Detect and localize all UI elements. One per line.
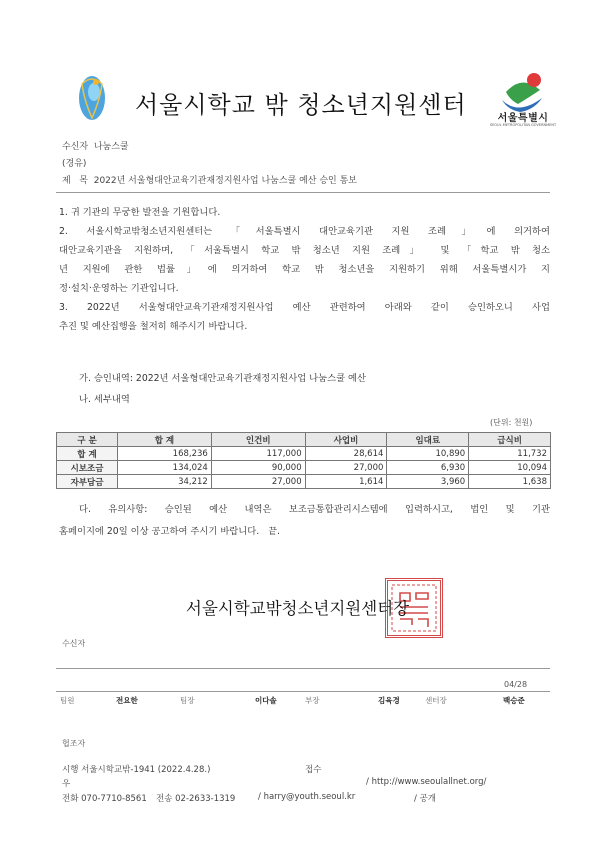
subject-label: 제 목 — [62, 176, 88, 186]
approval-role: 팀장 — [180, 696, 195, 705]
table-cell: 27,000 — [211, 475, 305, 489]
subject-value: 2022년 서울형대안교육기관재정지원사업 나눔스쿨 예산 승인 통보 — [93, 176, 357, 186]
table-cell: 11,732 — [469, 447, 551, 461]
subject-row — [62, 173, 357, 186]
approval-top-divider — [56, 668, 550, 669]
phone-number: 전화 070-7710-8561 — [62, 794, 147, 804]
table-cell: 168,236 — [118, 447, 212, 461]
table-cell: 28,614 — [305, 447, 387, 461]
paragraph-2-line-4: 정·설치·운영하는 기관입니다. — [59, 283, 179, 294]
table-header-cell: 사업비 — [305, 433, 387, 447]
row-label: 시보조금 — [57, 461, 118, 475]
seoul-logo-subtext: SEOUL METROPOLITAN GOVERNMENT — [489, 123, 557, 127]
paragraph-2-line-3: 년 지원에 관한 법률」에 의거하여 학교 밖 청소년을 지원하기 위해 서울특별시가 지 — [59, 264, 550, 275]
table-cell: 10,890 — [387, 447, 469, 461]
table-cell: 3,960 — [387, 475, 469, 489]
table-header-cell: 구 분 — [57, 433, 118, 447]
table-cell: 34,212 — [118, 475, 212, 489]
table-header-cell: 임대료 — [387, 433, 469, 447]
budget-table — [56, 432, 551, 489]
center-logo-icon — [72, 70, 112, 126]
unit-label: (단위: 천원) — [490, 418, 533, 427]
table-cell: 1,638 — [469, 475, 551, 489]
paragraph-2-line-2: 대안교육기관을 지원하며, 「서울특별시 학교 밖 청소년 지원 조례」 및 「학교 밖 청소 — [59, 245, 550, 256]
recipient-value: 나눔스쿨 — [93, 142, 129, 152]
paragraph-3-line-1: 3. 2022년 서울형대안교육기관재정지원사업 예산 관련하여 아래와 같이 승인하오니 사업 — [59, 302, 550, 313]
table-row — [57, 475, 551, 489]
recipient-label: 수신자 — [62, 142, 89, 152]
table-cell: 10,094 — [469, 461, 551, 475]
table-header-cell: 급식비 — [469, 433, 551, 447]
table-row — [57, 447, 551, 461]
item-ga: 가. 승인내역: 2022년 서울형대안교육기관재정지원사업 나눔스쿨 예산 — [79, 373, 367, 384]
enforcement-number: 시행 서울시학교밖-1941 (2022.4.28.) — [62, 765, 211, 775]
table-row — [57, 461, 551, 475]
table-cell: 27,000 — [305, 461, 387, 475]
approval-role: 센터장 — [425, 696, 447, 705]
table-cell: 6,930 — [387, 461, 469, 475]
note-block — [56, 500, 550, 544]
postal-label: 우 — [62, 779, 71, 789]
table-header-row — [57, 433, 551, 447]
table-header-cell: 합 계 — [118, 433, 212, 447]
recipient-row — [62, 139, 129, 152]
recipients-label: 수신자 — [62, 639, 86, 648]
header-divider — [56, 192, 550, 193]
table-header-cell: 인건비 — [211, 433, 305, 447]
paragraph-1: 1. 귀 기관의 무궁한 발전을 기원합니다. — [59, 207, 221, 218]
table-cell: 1,614 — [305, 475, 387, 489]
page-title: 서울시학교 밖 청소년지원센터 — [135, 91, 467, 119]
issuer-signature: 서울시학교밖청소년지원센터장 — [185, 599, 410, 618]
website-link[interactable]: / http://www.seoulallnet.org/ — [366, 777, 487, 787]
approval-name: 이다솔 — [255, 696, 277, 705]
via-label: (경유) — [62, 159, 87, 169]
table-cell: 90,000 — [211, 461, 305, 475]
fax-number: 전송 02-2633-1319 — [156, 794, 236, 804]
approval-mid-divider — [56, 691, 550, 692]
approval-name: 백승준 — [503, 696, 525, 705]
table-cell: 134,024 — [118, 461, 212, 475]
approval-name: 전요한 — [116, 696, 138, 705]
note-line-2: 홈페이지에 20일 이상 공고하여 주시기 바랍니다. 끝. — [59, 526, 280, 537]
seoul-logo-text: 서울특별시 — [497, 113, 549, 124]
table-cell: 117,000 — [211, 447, 305, 461]
note-line-1: 다. 유의사항: 승인된 예산 내역은 보조금통합관리시스템에 입력하시고, 법인 및 기관 — [79, 504, 550, 515]
cooperator-label: 협조자 — [62, 739, 86, 748]
approval-date: 04/28 — [504, 680, 528, 689]
receipt-label: 접수 — [305, 765, 322, 775]
approval-role: 부장 — [305, 696, 320, 705]
paragraph-2-line-1: 2. 서울시학교밖청소년지원센터는 「서울특별시 대안교육기관 지원 조례」에 의거하여 — [59, 226, 550, 237]
disclosure-status: / 공개 — [414, 794, 436, 804]
body-paragraphs — [56, 203, 550, 353]
approval-name: 김육경 — [378, 696, 400, 705]
row-label: 자부담금 — [57, 475, 118, 489]
row-label: 합 계 — [57, 447, 118, 461]
paragraph-3-line-2: 추진 및 예산집행을 철저히 해주시기 바랍니다. — [59, 321, 248, 332]
item-na: 나. 세부내역 — [79, 394, 130, 405]
email-link[interactable]: / harry@youth.seoul.kr — [258, 792, 356, 802]
approval-role: 팀원 — [60, 696, 75, 705]
